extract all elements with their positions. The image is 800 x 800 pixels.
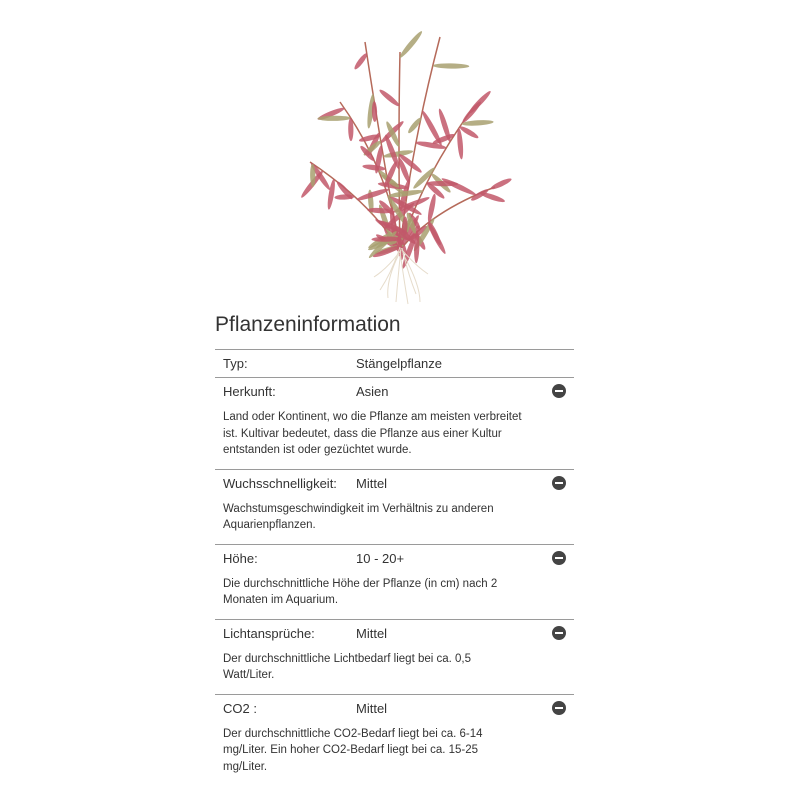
row-label: Herkunft: bbox=[223, 384, 276, 399]
row-label: Typ: bbox=[223, 356, 248, 371]
minus-circle-icon[interactable] bbox=[552, 626, 566, 640]
plant-leaves bbox=[299, 30, 512, 270]
row-description: Der durchschnittliche CO2-Bedarf liegt bei ca. 6-14 mg/Liter. Ein hoher CO2-Bedarf liegt bei ca. 15-25 mg/Liter. bbox=[223, 727, 483, 773]
info-row-height bbox=[215, 544, 574, 619]
row-description: Der durchschnittliche Lichtbedarf liegt bei ca. 0,5 Watt/Liter. bbox=[223, 652, 472, 681]
row-description: Wachstumsgeschwindigkeit im Verhältnis zu anderen Aquarienpflanzen. bbox=[223, 502, 494, 531]
plant-info-section bbox=[215, 310, 574, 785]
minus-circle-icon[interactable] bbox=[552, 551, 566, 565]
info-row-growth-speed bbox=[215, 469, 574, 544]
row-value: Mittel bbox=[356, 700, 388, 716]
row-header[interactable] bbox=[223, 378, 566, 405]
row-label: CO2 : bbox=[223, 700, 257, 716]
row-header[interactable] bbox=[223, 620, 566, 647]
minus-circle-icon[interactable] bbox=[552, 384, 566, 398]
section-title: Pflanzeninformation bbox=[215, 313, 401, 336]
row-description: Land oder Kontinent, wo die Pflanze am meisten verbreitet ist. Kultivar bedeutet, dass die Pflanze aus einer Kultur entstanden ist oder gezüchtet wurde. bbox=[223, 411, 522, 456]
row-header[interactable] bbox=[223, 470, 566, 497]
row-label: Höhe: bbox=[223, 550, 258, 566]
minus-circle-icon[interactable] bbox=[552, 701, 566, 715]
row-header[interactable] bbox=[223, 545, 566, 572]
row-label: Wuchsschnelligkeit: bbox=[223, 475, 337, 491]
row-label: Lichtansprüche: bbox=[223, 625, 315, 641]
row-description: Die durchschnittliche Höhe der Pflanze (in cm) nach 2 Monaten im Aquarium. bbox=[223, 577, 498, 606]
info-row-origin bbox=[215, 377, 574, 469]
row-header bbox=[223, 350, 566, 377]
row-value: Stängelpflanze bbox=[356, 356, 443, 371]
row-value: Asien bbox=[356, 384, 389, 399]
minus-circle-icon[interactable] bbox=[552, 476, 566, 490]
info-row-co2 bbox=[215, 694, 574, 786]
row-header[interactable] bbox=[223, 695, 566, 722]
row-value: Mittel bbox=[356, 475, 388, 491]
info-row-type bbox=[215, 349, 574, 377]
row-value: Mittel bbox=[356, 625, 388, 641]
info-row-light bbox=[215, 619, 574, 694]
row-value: 10 - 20+ bbox=[356, 550, 405, 566]
plant-image bbox=[270, 22, 530, 307]
